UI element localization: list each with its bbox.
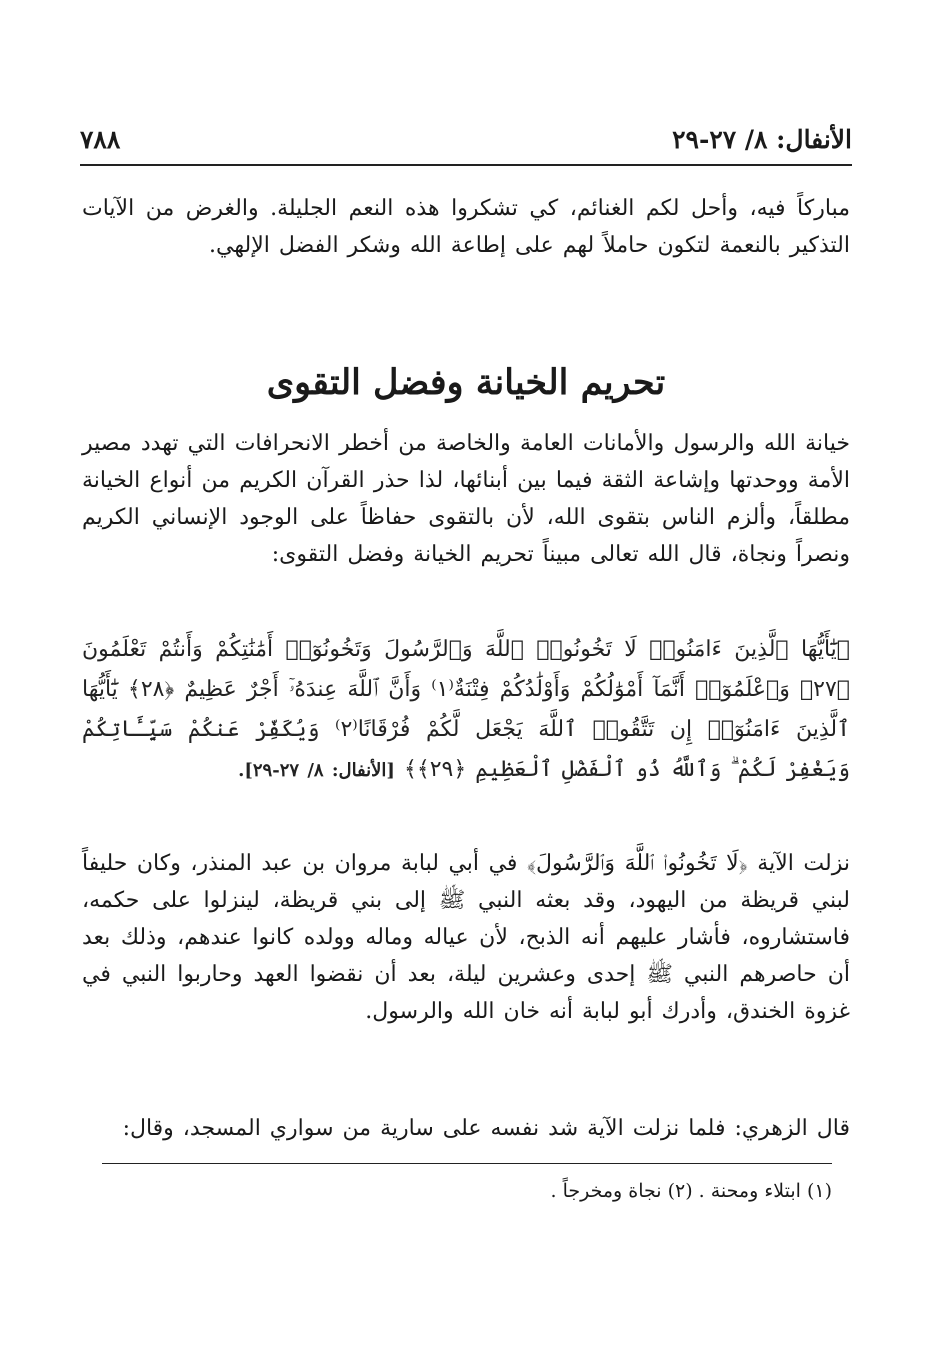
quran-text: ﴿يَٰٓأَيُّهَا ٱلَّذِينَ ءَامَنُوا۟ لَا تَخُونُوا۟ ٱللَّهَ وَٱلرَّسُولَ وَتَخُونُوٓا۟ أَمَٰنَٰتِكُمْ وَأَنتُمْ تَعْلَمُونَ ﴿٢٧﴾ وَٱعْلَمُوٓا۟ أَنَّمَآ أَمْوَٰلُكُمْ وَأَوْلَٰدُكُمْ فِتْنَةٌ⁽١⁾ وَأَنَّ ٱللَّهَ عِندَهُۥٓ أَجْرٌ عَظِيمٌ ﴿٢٨﴾ يَٰٓأَيُّهَا ٱلَّذِينَ ءَامَنُوٓا۟ إِن تَتَّقُوا۟ ٱللَّهَ يَجْعَل لَّكُمْ فُرْقَانًا⁽٢⁾ وَيُكَفِّرْ عَنكُمْ سَيِّـَٔاتِكُمْ وَيَغْفِرْ لَكُمْ ۗ وَٱللَّهُ ذُو ٱلْفَضْلِ ٱلْعَظِيمِ ﴿٢٩﴾﴾ xyxy=(82,637,850,782)
paragraph-1: خيانة الله والرسول والأمانات العامة والخاصة من أخطر الانحرافات التي تهدد مصير الأمة ووحدتها وإشاعة الثقة فيما بين أبنائها، لذا حذر القرآن الكريم من أنواع الخيانة مطلقاً، وألزم الناس بتقوى الله، لأن بالتقوى حفاظاً على الوجود الإنساني الكريم ونصراً ونجاة، قال الله تعالى مبيناً تحريم الخيانة وفضل التقوى: xyxy=(82,431,850,567)
header-rule xyxy=(80,164,852,166)
running-title: الأنفال: ٨/ ٢٧-٢٩ xyxy=(672,125,852,154)
quran-passage xyxy=(82,630,850,791)
page-number: ٧٨٨ xyxy=(80,125,121,154)
quran-reference: [الأنفال: ٨/ ٢٧-٢٩]. xyxy=(238,760,395,781)
paragraph-3: قال الزهري: فلما نزلت الآية شد نفسه على سارية من سواري المسجد، وقال: xyxy=(122,1116,850,1141)
page-header xyxy=(80,120,852,160)
intro-paragraph: مباركاً فيه، وأحل لكم الغنائم، كي تشكروا هذه النعم الجليلة. والغرض من الآيات التذكير بالنعمة لتكون حاملاً لهم على إطاعة الله وشكر الفضل الإلهي. xyxy=(82,196,850,258)
section-heading: تحريم الخيانة وفضل التقوى xyxy=(266,362,666,403)
footnote-rule xyxy=(102,1163,832,1164)
footnotes: (١) ابتلاء ومحنة . (٢) نجاة ومخرجاً . xyxy=(550,1180,832,1202)
paragraph-2: نزلت الآية ﴿لَا تَخُونُوا۟ ٱللَّهَ وَٱلرَّسُولَ﴾ في أبي لبابة مروان بن عبد المنذر، وكان حليفاً لبني قريظة من اليهود، وقد بعثه النبي ﷺ إلى بني قريظة، لينزلوا على حكمه، فاستشاروه، فأشار عليهم أنه الذبح، لأن عياله وماله وولده كانوا عندهم، وذلك بعد أن حاصرهم النبي ﷺ إحدى وعشرين ليلة، بعد أن نقضوا العهد وحاربوا النبي في غزوة الخندق، وأدرك أبو لبابة أنه خان الله والرسول. xyxy=(82,851,850,1024)
